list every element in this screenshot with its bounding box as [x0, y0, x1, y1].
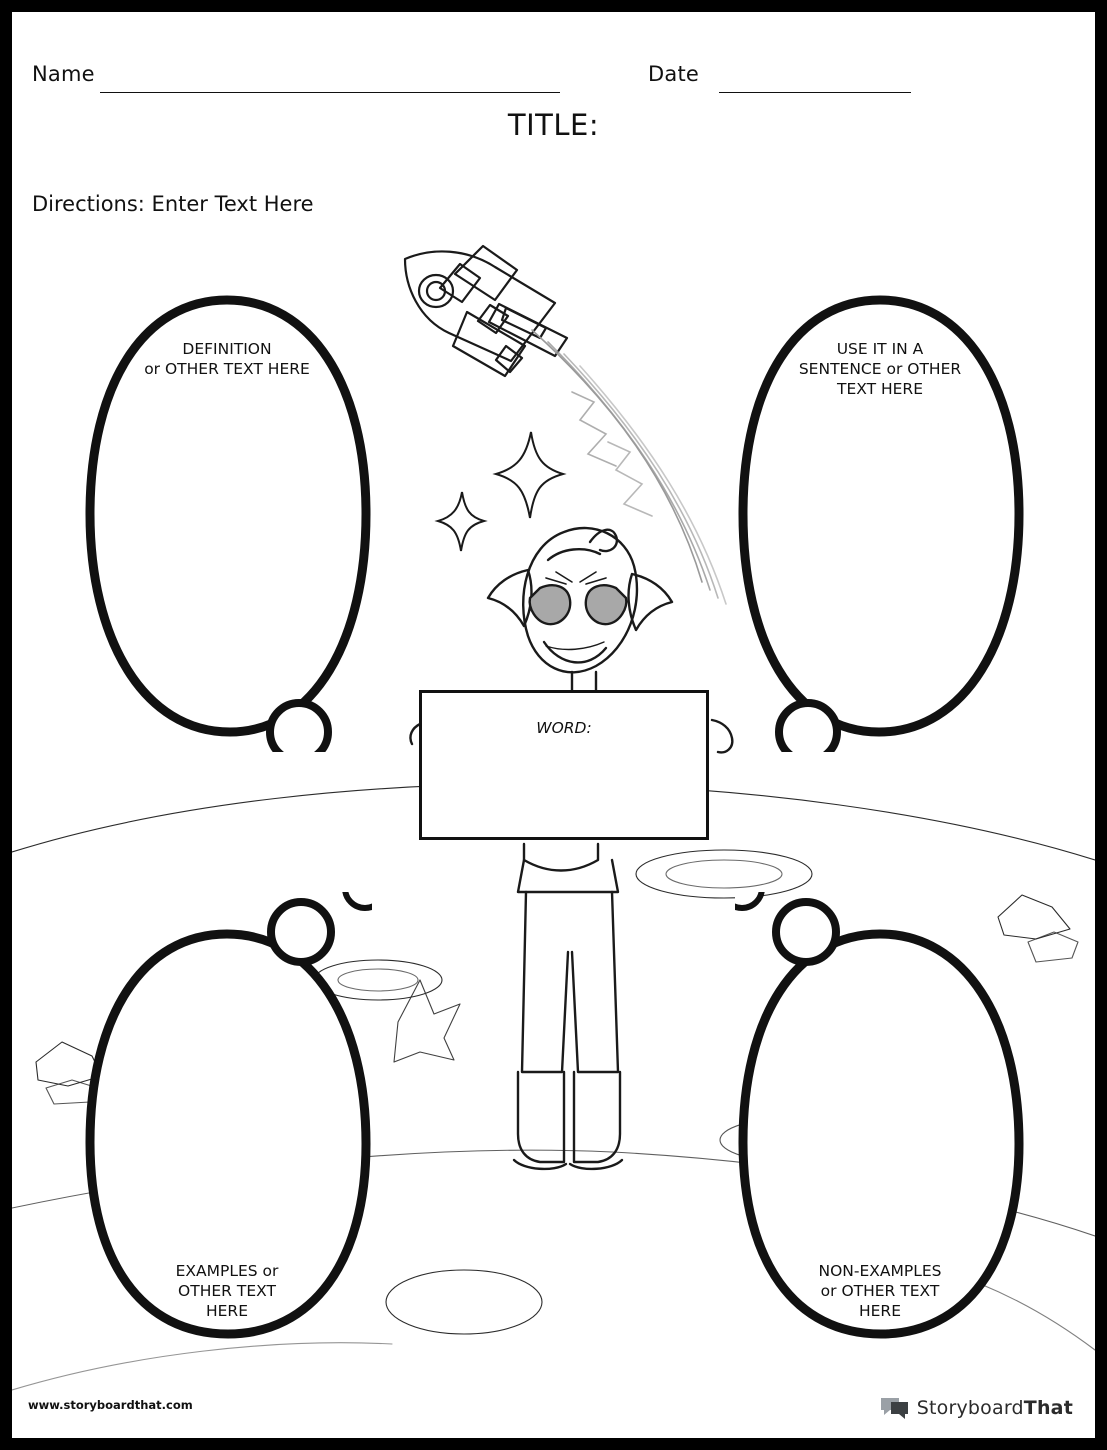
date-label: Date [648, 62, 699, 86]
bubble-definition[interactable] [82, 292, 372, 752]
name-write-line[interactable] [100, 92, 560, 93]
bubble-sentence-label [735, 340, 1025, 399]
speech-bubble-icon [880, 1396, 910, 1420]
bubble-line-2: SENTENCE or OTHER [798, 359, 962, 378]
bubble-line-2: or OTHER TEXT [820, 1281, 940, 1300]
bubble-definition-label [82, 340, 372, 380]
brand-first: Storyboard [916, 1397, 1024, 1419]
word-card[interactable] [419, 690, 709, 840]
bubble-line-2: OTHER TEXT [178, 1281, 276, 1300]
bubble-line-1: DEFINITION [182, 340, 272, 358]
brand-second: That [1023, 1397, 1073, 1419]
worksheet-sheet [12, 12, 1095, 1438]
name-label: Name [32, 62, 95, 86]
bubble-line-1: EXAMPLES or [175, 1262, 279, 1280]
bubble-examples-label [82, 1262, 372, 1321]
bubble-line-2: or OTHER TEXT HERE [144, 359, 310, 378]
bubble-line-1: USE IT IN A [836, 340, 924, 358]
bubble-line-3: HERE [205, 1301, 248, 1320]
date-write-line[interactable] [719, 92, 911, 93]
bubble-line-1: NON-EXAMPLES [818, 1262, 942, 1280]
brand-text [917, 1397, 1073, 1419]
bubble-sentence[interactable] [735, 292, 1025, 752]
word-card-label: WORD: [536, 719, 592, 737]
storyboardthat-logo [880, 1396, 1073, 1420]
directions-text: Directions: Enter Text Here [32, 192, 314, 216]
bubble-non-examples[interactable] [735, 892, 1025, 1342]
page-title: TITLE: [507, 108, 600, 142]
bubble-examples[interactable] [82, 892, 372, 1342]
bubble-line-3: TEXT HERE [836, 379, 923, 398]
worksheet-header [12, 56, 1095, 96]
site-url[interactable]: www.storyboardthat.com [28, 1398, 193, 1412]
bubble-non-examples-label [735, 1262, 1025, 1321]
bubble-line-3: HERE [858, 1301, 901, 1320]
